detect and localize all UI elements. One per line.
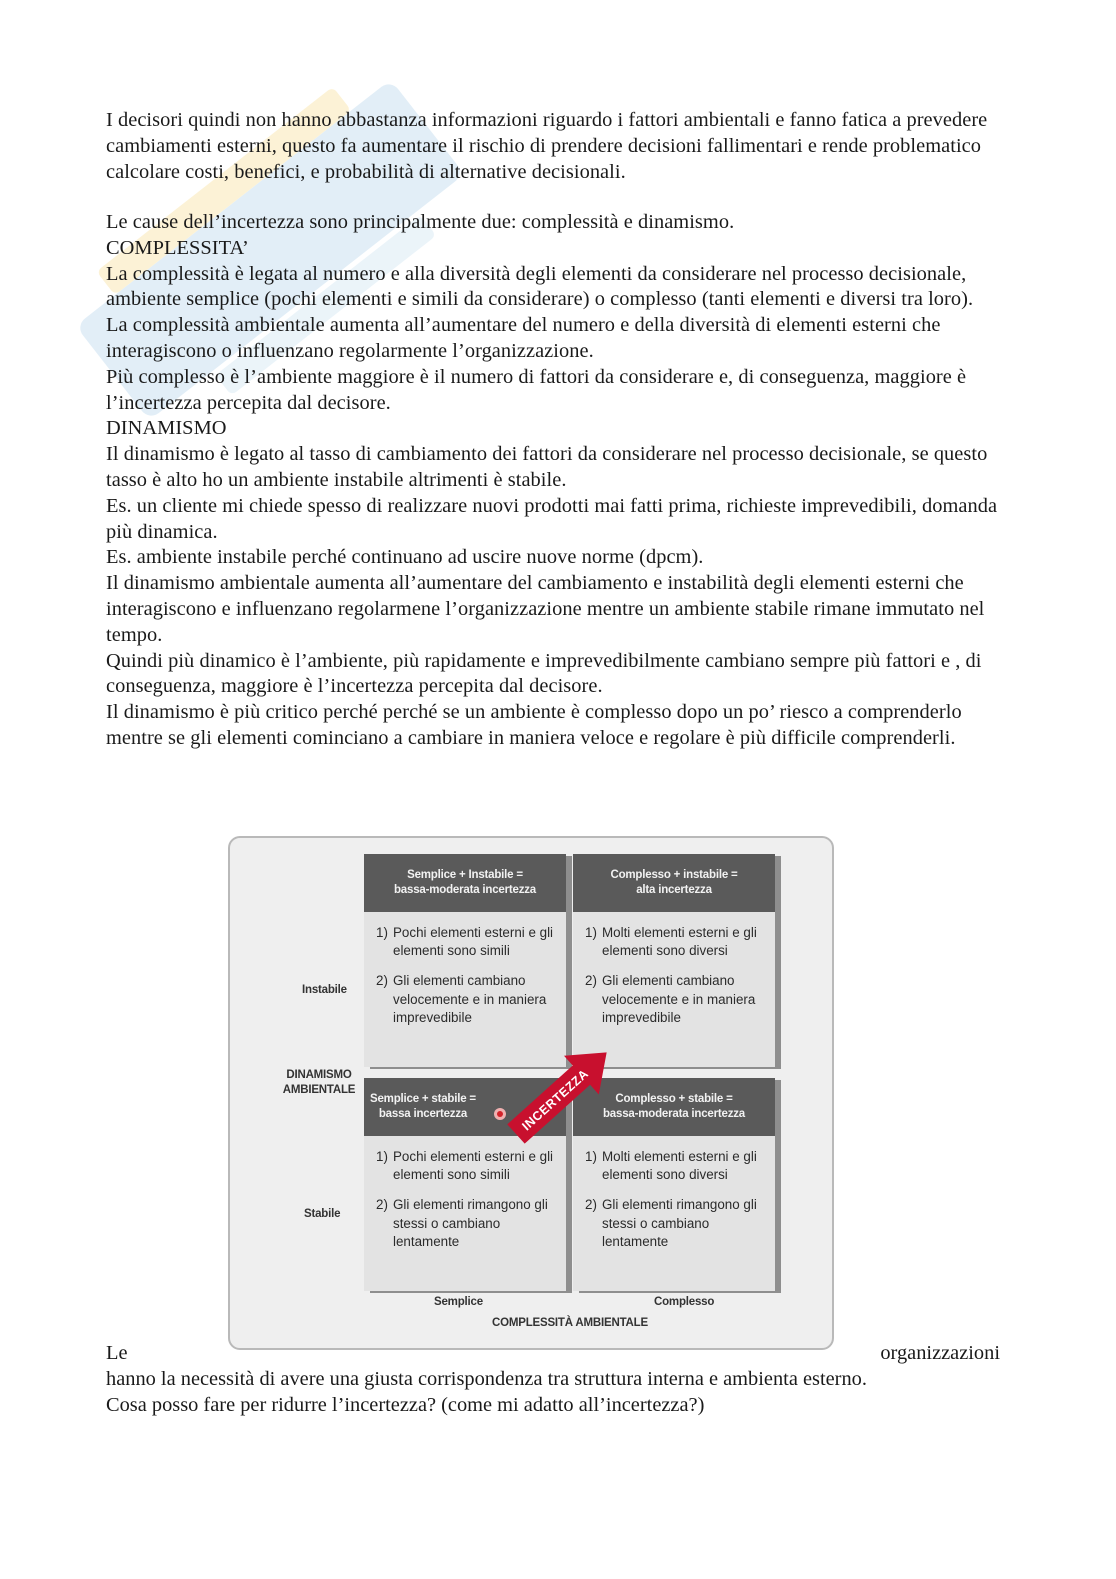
quadrant-complex-stable: Complesso + stabile = bassa-moderata incertezza 1) Molti elementi esterni e gli elementi sono diversi 2) Gli elementi rimangono gli stessi o cambiano lentamente (573, 1078, 775, 1291)
quadrant-item: Gli elementi rimangono gli stessi o cambiano lentamente (602, 1197, 757, 1249)
y-axis-title: DINAMISMO AMBIENTALE (282, 1069, 356, 1096)
quadrant-simple-unstable: Semplice + Instabile = bassa-moderata incertezza 1) Pochi elementi esterni e gli elementi sono simili 2) Gli elementi cambiano velocemente e in maniera imprevedibile (364, 854, 566, 1067)
x-axis-title: COMPLESSITÀ AMBIENTALE (492, 1317, 648, 1329)
quadrant-header: Complesso + instabile = alta incertezza (610, 869, 738, 896)
quadrant-header: Semplice + stabile = bassa incertezza (370, 1093, 476, 1120)
quadrant-item: Gli elementi rimangono gli stessi o cambiano lentamente (393, 1197, 548, 1249)
quadrant-header: Complesso + stabile = bassa-moderata incertezza (602, 1093, 745, 1120)
wrapped-word-left: Le (106, 1342, 128, 1364)
intro-paragraph-block (106, 108, 1006, 185)
y-axis-bottom-label: Stabile (304, 1208, 341, 1220)
quadrant-item: Pochi elementi esterni e gli elementi sono simili (393, 925, 554, 959)
paragraph: I decisori quindi non hanno abbastanza informazioni riguardo i fattori ambientali e fanno fatica a prevedere cambiamenti esterni, questo fa aumentare il rischio di prendere decisioni fallimentari e rende problematico calcolare costi, benefici, e probabilità di alternative decisionali. (106, 109, 988, 183)
paragraph: Es. un cliente mi chiede spesso di realizzare nuovi prodotti mai fatti prima, richieste imprevedibili, domanda più dinamica. (106, 494, 998, 543)
quadrant-header: Semplice + Instabile = bassa-moderata incertezza (393, 869, 536, 896)
arrow-label: INCERTEZZA (519, 1066, 592, 1134)
paragraph: Il dinamismo è legato al tasso di cambiamento dei fattori da considerare nel processo decisionale, se questo tasso è alto ho un ambiente instabile altrimenti è stabile. (106, 443, 988, 491)
paragraph: La complessità ambientale aumenta all’aumentare del numero e della diversità di elementi esterni che interagiscono o influenzano regolarmente l’organizzazione. (106, 314, 941, 362)
quadrant-complex-unstable: Complesso + instabile = alta incertezza 1) Molti elementi esterni e gli elementi sono diversi 2) Gli elementi cambiano velocemente e in maniera imprevedibile (573, 854, 775, 1067)
paragraph: Es. ambiente instabile perché continuano ad uscire nuove norme (dpcm). (106, 546, 704, 569)
paragraph: Cosa posso fare per ridurre l’incertezza? (come mi adatto all’incertezza?) (106, 1394, 705, 1416)
section-heading-complessita: COMPLESSITA’ (106, 236, 249, 259)
paragraph: La complessità è legata al numero e alla diversità degli elementi da considerare nel processo decisionale, ambiente semplice (pochi elementi e simili da considerare) o complesso (tanti elementi e diversi tra loro). (106, 262, 974, 311)
wrapped-word-right: organizzazioni (880, 1342, 1000, 1364)
uncertainty-matrix-figure (228, 836, 834, 1350)
paragraph: Il dinamismo è più critico perché perché se un ambiente è complesso dopo un po’ riesco a comprenderlo mentre se gli elementi cominciano a cambiare in maniera veloce e regolare è più difficile comprenderli. (106, 701, 962, 749)
x-axis-right-label: Complesso (654, 1296, 715, 1308)
y-axis-top-label: Instabile (302, 984, 347, 996)
section-heading-dinamismo: DINAMISMO (106, 417, 227, 440)
uncertainty-arrow-icon (498, 1022, 628, 1152)
paragraph: Il dinamismo ambientale aumenta all’aumentare del cambiamento e instabilità degli elementi esterni che interagiscono e influenzano regolarmene l’organizzazione mentre un ambiente stabile rimane immutato nel tempo. (106, 572, 985, 646)
paragraph: Le cause dell’incertezza sono principalmente due: complessità e dinamismo. (106, 211, 735, 233)
quadrant-simple-stable: Semplice + stabile = bassa incertezza 1) Pochi elementi esterni e gli elementi sono simili 2) Gli elementi rimangono gli stessi o cambiano lentamente (364, 1078, 566, 1291)
quadrant-item: Pochi elementi esterni e gli elementi sono simili (393, 1149, 554, 1183)
paragraph: Quindi più dinamico è l’ambiente, più rapidamente e imprevedibilmente cambiano sempre più fattori e , di conseguenza, maggiore è l’incertezza percepita dal decisore. (106, 649, 982, 698)
main-text-block (106, 210, 1006, 752)
quadrant-item: Gli elementi cambiano velocemente e in maniera imprevedibile (602, 973, 756, 1025)
quadrant-item: Gli elementi cambiano velocemente e in maniera imprevedibile (393, 973, 547, 1025)
quadrant-item: Molti elementi esterni e gli elementi sono diversi (602, 1149, 757, 1183)
paragraph: hanno la necessità di avere una giusta corrispondenza tra struttura interna e ambienta esterno. (106, 1368, 867, 1390)
x-axis-left-label: Semplice (434, 1296, 483, 1308)
paragraph: Più complesso è l’ambiente maggiore è il numero di fattori da considerare e, di conseguenza, maggiore è l’incertezza percepita dal decisore. (106, 365, 967, 414)
quadrant-item: Molti elementi esterni e gli elementi sono diversi (602, 925, 757, 959)
